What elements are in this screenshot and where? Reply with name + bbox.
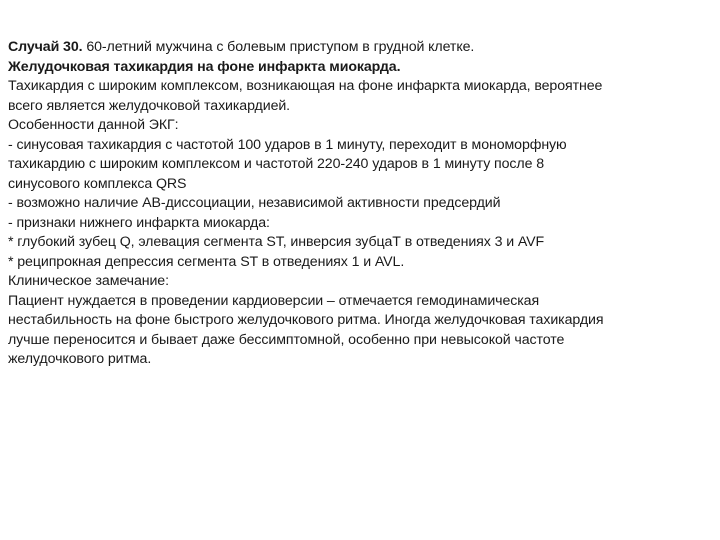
clinical-note-line-1: Пациент нуждается в проведении кардиоверсии – отмечается гемодинамическая xyxy=(8,292,540,309)
case-intro: 60-летний мужчина с болевым приступом в грудной клетке. xyxy=(82,39,475,55)
clinical-note-heading: Клиническое замечание: xyxy=(8,273,169,289)
diagnosis: Желудочковая тахикардия на фоне инфаркта миокарда. xyxy=(8,58,401,75)
ecg-subitem-2: * реципрокная депрессия сегмента ST в отведениях 1 и AVL. xyxy=(8,253,405,270)
clinical-note-line-3: лучше переносится и бывает даже бессимптомной, особенно при невысокой частоте xyxy=(8,331,565,348)
ecg-item-3: - признаки нижнего инфаркта миокарда: xyxy=(8,214,270,231)
ecg-item-1-line-2: тахикардию с широким комплексом и частотой 220-240 ударов в 1 минуту после 8 xyxy=(8,156,545,172)
explanation-line-1: Тахикардия с широким комплексом, возникающая на фоне инфаркта миокарда, вероятнее xyxy=(8,78,603,94)
ecg-item-1-line-3: синусового комплекса QRS xyxy=(8,175,187,192)
case-number: Случай 30. xyxy=(8,39,83,55)
clinical-note-line-2: нестабильность на фоне быстрого желудочкового ритма. Иногда желудочковая тахикардия xyxy=(8,312,604,328)
case-text-block xyxy=(8,38,714,370)
ecg-features-heading: Особенности данной ЭКГ: xyxy=(8,117,179,133)
ecg-item-1-line-1: - синусовая тахикардия с частотой 100 ударов в 1 минуту, переходит в мономорфную xyxy=(8,136,567,153)
explanation-line-2: всего является желудочковой тахикардией. xyxy=(8,97,291,114)
ecg-item-2: - возможно наличие АВ-диссоциации, независимой активности предсердий xyxy=(8,195,501,211)
case-title-line xyxy=(8,38,714,58)
clinical-note-line-4: желудочкового ритма. xyxy=(8,351,152,367)
ecg-subitem-1: * глубокий зубец Q, элевация сегмента ST, инверсия зубцаТ в отведениях 3 и AVF xyxy=(8,234,545,250)
